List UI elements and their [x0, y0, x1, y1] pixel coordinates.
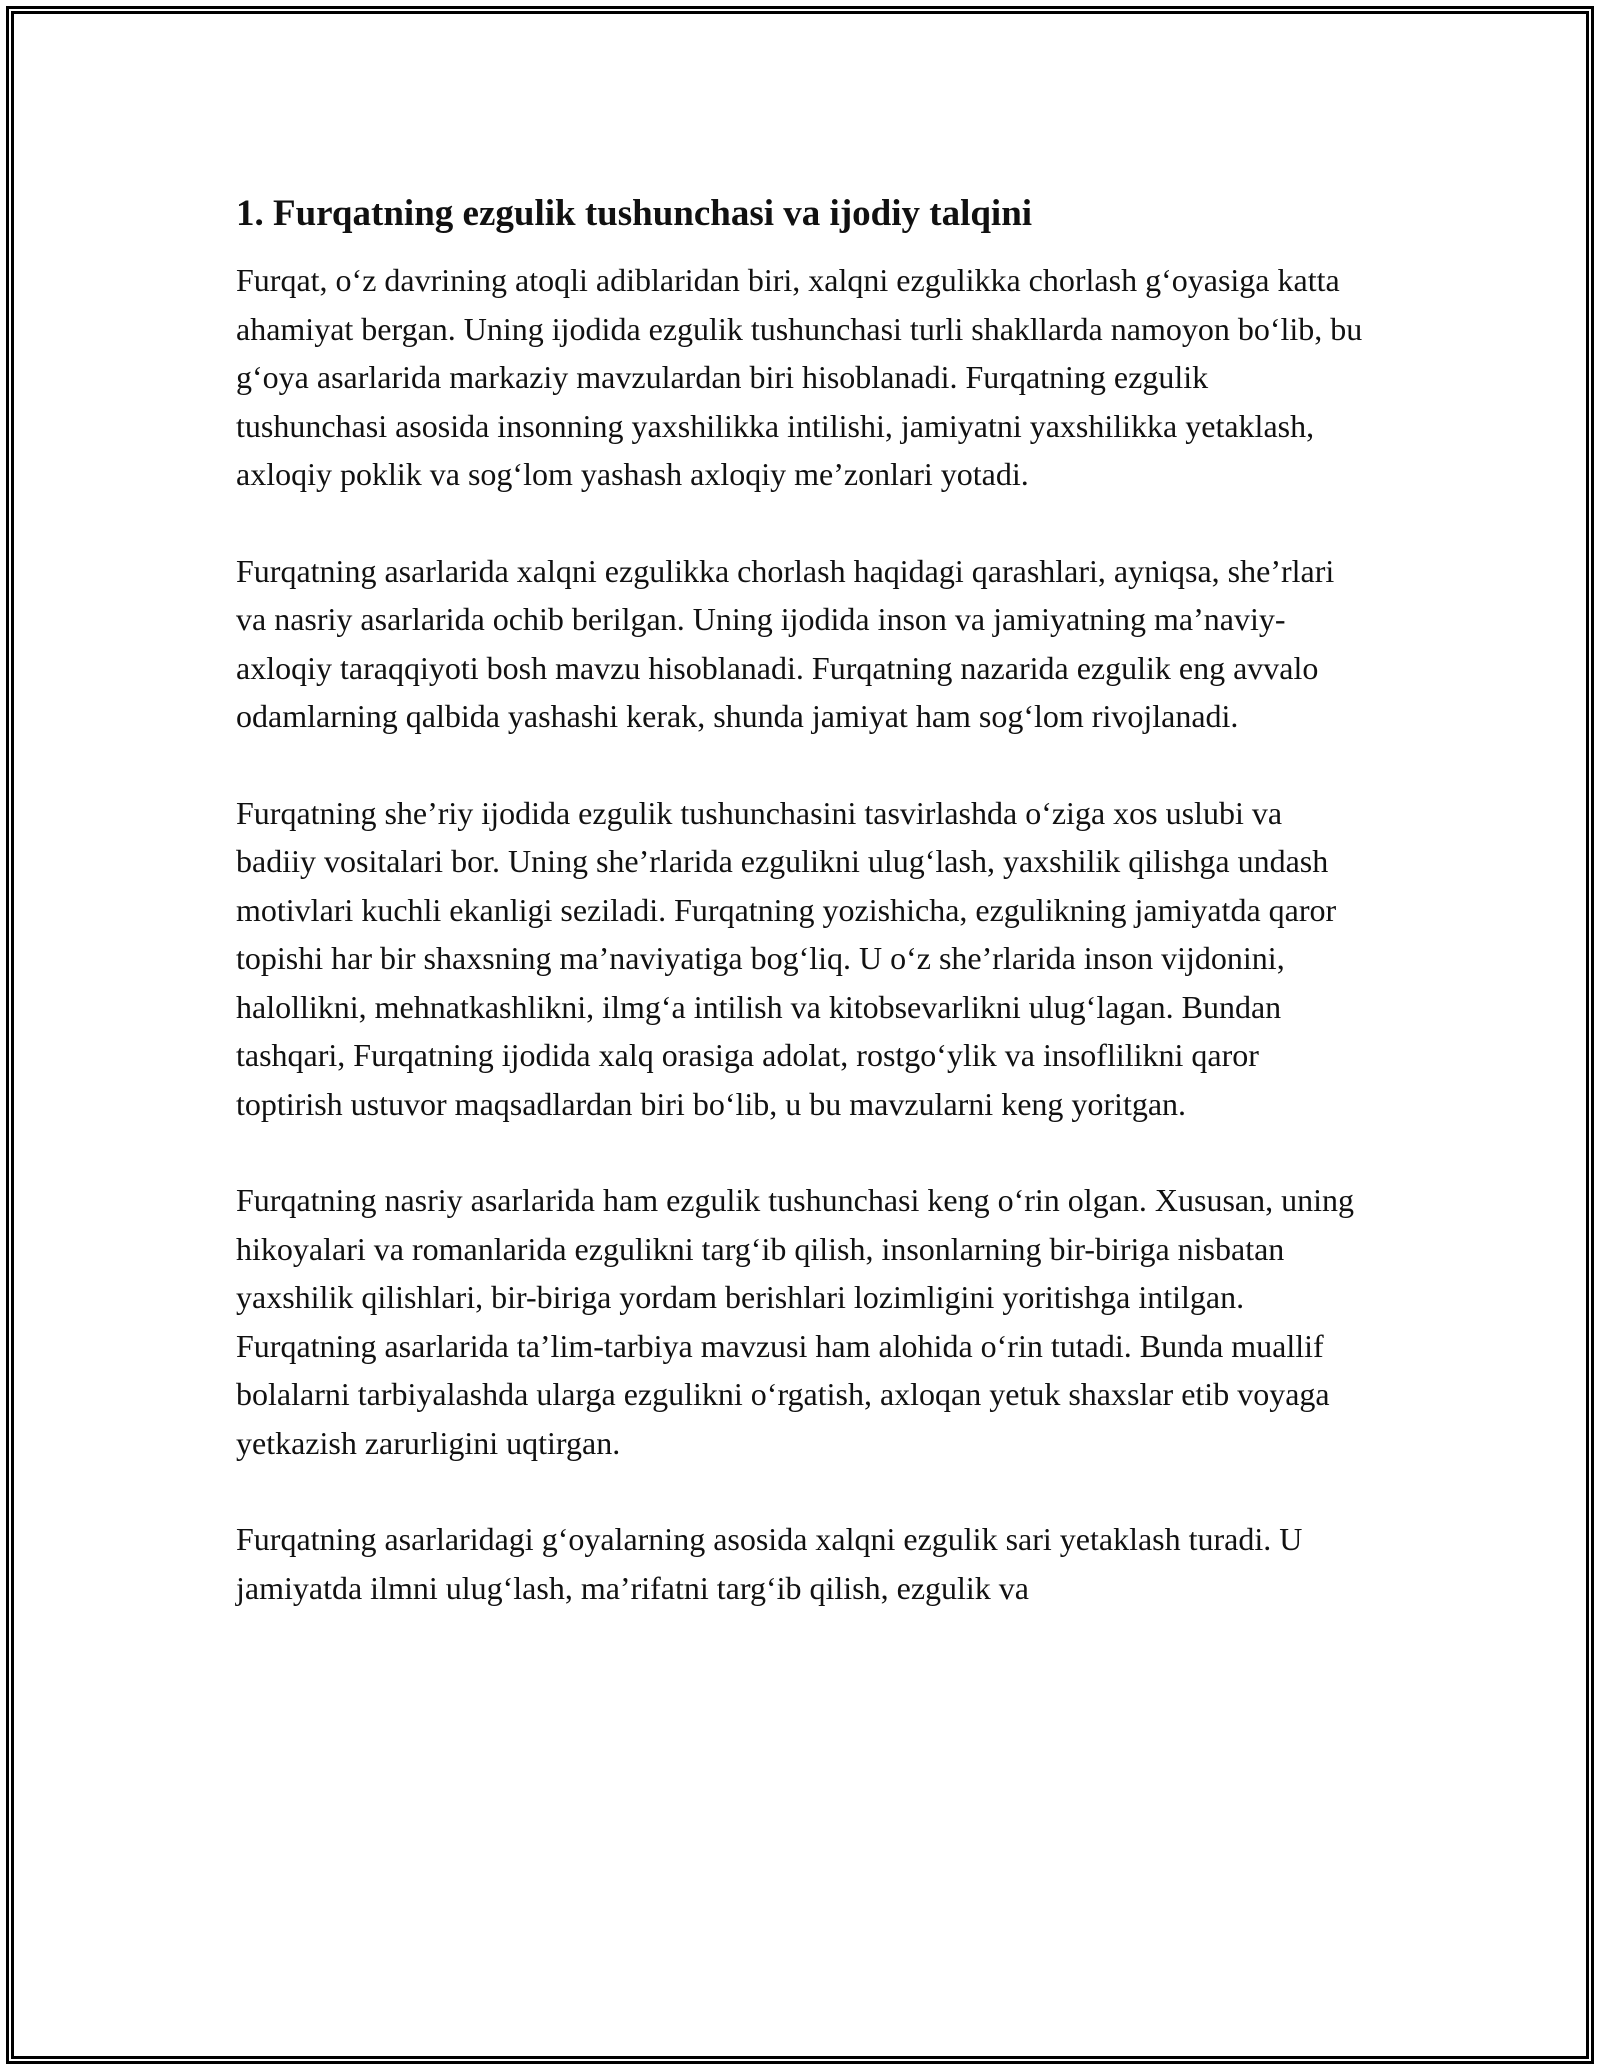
paragraph-1: Furqat, o‘z davrining atoqli adiblaridan biri, xalqni ezgulikka chorlash g‘oyasiga katta ahamiyat bergan. Uning ijodida ezgulik tushunchasi turli shakllarda namoyon bo‘lib, bu g‘oya asarlarida markaziy mavzulardan biri hisoblanadi. Furqatning ezgulik tushunchasi asosida insonning yaxshilikka intilishi, jamiyatni yaxshilikka yetaklash, axloqiy poklik va sog‘lom yashash axloqiy me’zonlari yotadi. [236, 262, 1363, 492]
paragraph-5: Furqatning asarlaridagi g‘oyalarning asosida xalqni ezgulik sari yetaklash turadi. U jamiyatda ilmni ulug‘lash, ma’rifatni targ‘ib qilish, ezgulik va [236, 1521, 1303, 1606]
section-heading: 1. Furqatning ezgulik tushunchasi va ijodiy talqini [236, 193, 1033, 234]
paragraph-3: Furqatning she’riy ijodida ezgulik tushunchasini tasvirlashda o‘ziga xos uslubi va badiiy vositalari bor. Uning she’rlarida ezgulikni ulug‘lash, yaxshilik qilishga undash motivlari kuchli ekanligi seziladi. Furqatning yozishicha, ezgulikning jamiyatda qaror topishi har bir shaxsning ma’naviyatiga bog‘liq. U o‘z she’rlarida inson vijdonini, halollikni, mehnatkashlikni, ilmg‘a intilish va kitobsevarlikni ulug‘lagan. Bundan tashqari, Furqatning ijodida xalq orasiga adolat, rostgo‘ylik va insoflilikni qaror toptirish ustuvor maqsadlardan biri bo‘lib, u bu mavzularni keng yoritgan. [236, 794, 1337, 1122]
paragraph-2: Furqatning asarlarida xalqni ezgulikka chorlash haqidagi qarashlari, ayniqsa, she’rlari va nasriy asarlarida ochib berilgan. Uning ijodida inson va jamiyatning ma’naviy-axloqiy taraqqiyoti bosh mavzu hisoblanadi. Furqatning nazarida ezgulik eng avvalo odamlarning qalbida yashashi kerak, shunda jamiyat ham sog‘lom rivojlanadi. [236, 552, 1335, 734]
paragraph-4: Furqatning nasriy asarlarida ham ezgulik tushunchasi keng o‘rin olgan. Xususan, uning hikoyalari va romanlarida ezgulikni targ‘ib qilish, insonlarning bir-biriga nisbatan yaxshilik qilishlari, bir-biriga yordam berishlari lozimligini yoritishga intilgan. Furqatning asarlarida ta’lim-tarbiya mavzusi ham alohida o‘rin tutadi. Bunda muallif bolalarni tarbiyalashda ularga ezgulikni o‘rgatish, axloqan yetuk shaxslar etib voyaga yetkazish zarurligini uqtirgan. [236, 1182, 1354, 1461]
document-body [236, 188, 1366, 1660]
